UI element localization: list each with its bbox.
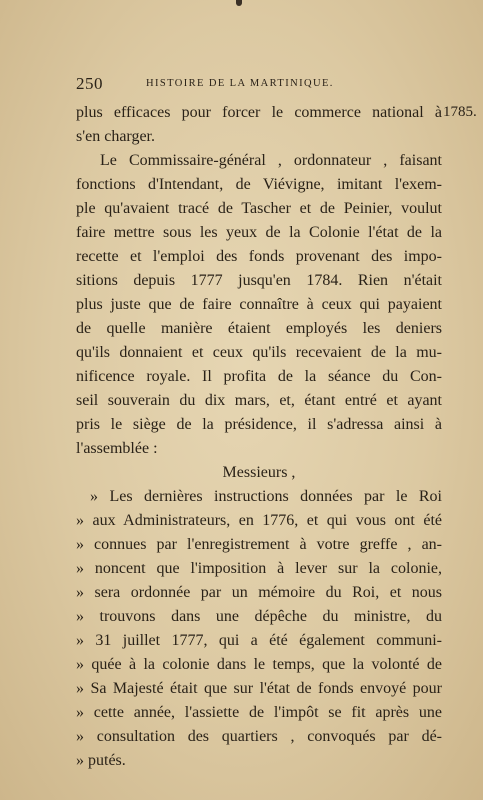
text-line: seil souverain du dix mars, et, étant entré et ayant	[76, 392, 442, 409]
quote-line: » aux Administrateurs, en 1776, et qui vous ont été	[76, 512, 442, 529]
text-line: plus efficaces pour forcer le commerce national à	[76, 104, 442, 121]
text-line: nificence royale. Il profita de la séance du Con-	[76, 368, 442, 385]
quote-line: » putés.	[76, 752, 126, 769]
text-line: s'en charger.	[76, 128, 155, 145]
text-line: pris le siège de la présidence, il s'adressa ainsi à	[76, 416, 442, 433]
text-line: recette et l'emploi des fonds provenant des impo-	[76, 248, 442, 265]
text-line: sitions depuis 1777 jusqu'en 1784. Rien n'était	[76, 272, 442, 289]
quote-line: » trouvons dans une dépêche du ministre, du	[76, 608, 442, 625]
text-line: l'assemblée :	[76, 440, 158, 457]
text-line: faire mettre sous les yeux de la Colonie l'état de la	[76, 224, 442, 241]
quote-line: » cette année, l'assiette de l'impôt se fit après une	[76, 704, 442, 721]
quote-line: » noncent que l'imposition à lever sur la colonie,	[76, 560, 442, 577]
margin-year-note: 1785.	[443, 104, 477, 120]
quote-line: » connues par l'enregistrement à votre greffe , an-	[76, 536, 442, 553]
text-line: plus juste que de faire connaître à ceux qui payaient	[76, 296, 442, 313]
salutation: Messieurs ,	[222, 464, 296, 481]
quote-line: » 31 juillet 1777, qui a été également communi-	[76, 632, 442, 649]
quote-line: » consultation des quartiers , convoqués par dé-	[76, 728, 442, 745]
text-line: qu'ils donnaient et ceux qu'ils recevaient de la mu-	[76, 344, 442, 361]
quote-line: » sera ordonnée par un mémoire du Roi, et nous	[76, 584, 442, 601]
running-head	[76, 74, 436, 96]
quote-line: » quée à la colonie dans le temps, que la volonté de	[76, 656, 442, 673]
running-title: HISTOIRE DE LA MARTINIQUE.	[146, 78, 334, 89]
quote-line: » Les dernières instructions données par le Roi	[90, 488, 442, 505]
page-number: 250	[76, 74, 103, 93]
text-line: fonctions d'Intendant, de Viévigne, imitant l'exem-	[76, 176, 442, 193]
text-line: ple qu'avaient tracé de Tascher et de Peinier, voulut	[76, 200, 442, 217]
text-line: de quelle manière étaient employés les deniers	[76, 320, 442, 337]
text-line: Le Commissaire-général , ordonnateur , faisant	[100, 152, 442, 169]
binding-mark	[236, 0, 242, 6]
quote-line: » Sa Majesté était que sur l'état de fonds envoyé pour	[76, 680, 442, 697]
